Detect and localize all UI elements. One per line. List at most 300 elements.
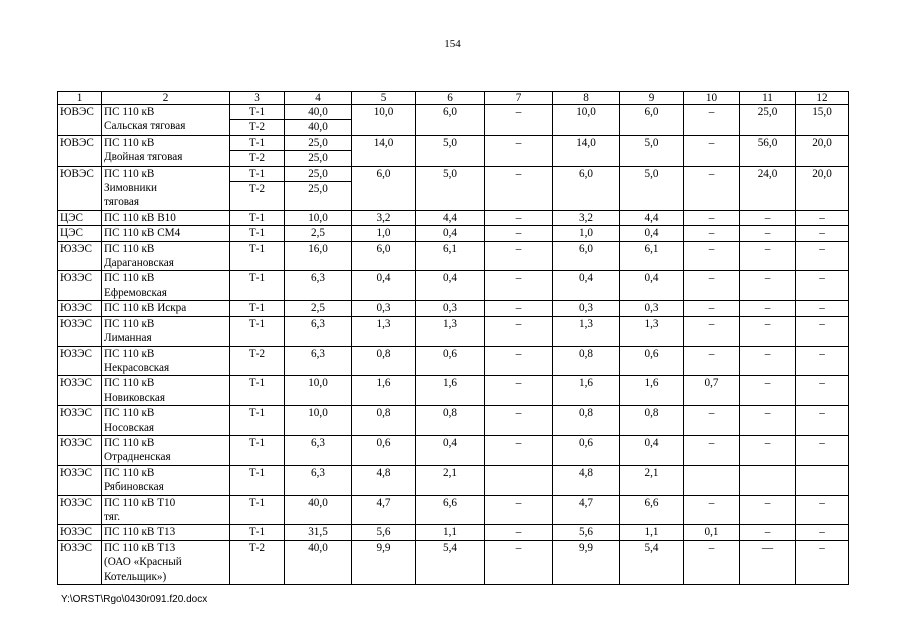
- value-cell: –: [796, 346, 849, 376]
- value-cell: [740, 465, 796, 495]
- value-cell: –: [485, 241, 553, 271]
- sub-cell-stack: [285, 105, 351, 135]
- value-cell: –: [684, 316, 740, 346]
- value-cell: –: [485, 435, 553, 465]
- value-cell: –: [684, 210, 740, 225]
- value-cell: —: [740, 540, 796, 584]
- value-cell: –: [796, 226, 849, 241]
- table-row: [58, 495, 849, 525]
- sub-cell-stack: [285, 226, 351, 240]
- sub-cell: Т-2: [248, 541, 266, 554]
- value-cell: –: [740, 226, 796, 241]
- value-cell: –: [684, 241, 740, 271]
- value-cell: –: [740, 210, 796, 225]
- value-cell: –: [796, 210, 849, 225]
- transformer-cell: [230, 105, 285, 136]
- value-cell: [796, 465, 849, 495]
- value-cell: –: [485, 406, 553, 436]
- sub-cell: Т-1: [248, 242, 266, 255]
- capacity-cell: [285, 540, 352, 584]
- value-cell: 2,1: [620, 465, 684, 495]
- column-header: 9: [620, 92, 684, 105]
- sub-cell: Т-1: [248, 106, 266, 118]
- table-row: [58, 316, 849, 346]
- transformer-cell: [230, 316, 285, 346]
- value-cell: 0,4: [416, 271, 485, 301]
- value-cell: –: [796, 435, 849, 465]
- value-cell: 6,1: [620, 241, 684, 271]
- sub-cell: 31,5: [308, 526, 328, 539]
- network-cell: ЮЗЭС: [58, 465, 102, 495]
- value-cell: –: [684, 105, 740, 136]
- sub-cell-stack: [230, 541, 284, 555]
- capacity-cell: [285, 271, 352, 301]
- value-cell: 1,0: [553, 226, 620, 241]
- network-cell: ЦЭС: [58, 226, 102, 241]
- value-cell: 10,0: [553, 105, 620, 136]
- value-cell: 0,8: [352, 406, 416, 436]
- value-cell: 0,8: [553, 406, 620, 436]
- value-cell: –: [684, 301, 740, 316]
- value-cell: 0,3: [620, 301, 684, 316]
- value-cell: –: [740, 301, 796, 316]
- value-cell: 0,6: [620, 346, 684, 376]
- capacity-cell: [285, 346, 352, 376]
- column-header: 3: [230, 92, 285, 105]
- value-cell: 6,0: [553, 166, 620, 210]
- value-cell: –: [485, 540, 553, 584]
- capacity-cell: [285, 226, 352, 241]
- table-row: [58, 166, 849, 210]
- value-cell: –: [796, 301, 849, 316]
- sub-cell-stack: [230, 466, 284, 480]
- network-cell: ЮВЭС: [58, 135, 102, 166]
- value-cell: 0,6: [352, 435, 416, 465]
- sub-cell-stack: [230, 347, 284, 361]
- value-cell: 10,0: [352, 105, 416, 136]
- value-cell: 1,6: [553, 376, 620, 406]
- sub-cell-stack: [230, 242, 284, 256]
- sub-cell-stack: [230, 376, 284, 390]
- value-cell: 0,3: [352, 301, 416, 316]
- sub-cell: Т-1: [248, 496, 266, 509]
- substation-name-cell: ПС 110 кВ СМ4: [102, 226, 230, 241]
- sub-cell-stack: [285, 301, 351, 315]
- sub-cell: Т-2: [230, 150, 284, 165]
- capacity-cell: [285, 301, 352, 316]
- value-cell: –: [684, 540, 740, 584]
- transformer-cell: [230, 376, 285, 406]
- value-cell: 6,0: [352, 166, 416, 210]
- network-cell: ЮВЭС: [58, 166, 102, 210]
- network-cell: ЮЗЭС: [58, 495, 102, 525]
- column-header: 11: [740, 92, 796, 105]
- sub-cell: 10,0: [308, 377, 328, 390]
- transformer-cell: [230, 495, 285, 525]
- value-cell: –: [485, 226, 553, 241]
- value-cell: 6,0: [620, 105, 684, 136]
- value-cell: 5,4: [620, 540, 684, 584]
- sub-cell-stack: [285, 347, 351, 361]
- sub-cell-stack: [230, 167, 284, 197]
- column-header: 8: [553, 92, 620, 105]
- sub-cell-stack: [230, 436, 284, 450]
- sub-cell: 40,0: [308, 106, 328, 118]
- table-header-row: [58, 92, 849, 105]
- sub-cell-stack: [285, 541, 351, 555]
- sub-cell: Т-1: [248, 272, 266, 285]
- value-cell: 15,0: [796, 105, 849, 136]
- value-cell: –: [796, 316, 849, 346]
- sub-cell-stack: [230, 525, 284, 539]
- value-cell: –: [796, 540, 849, 584]
- capacity-cell: [285, 210, 352, 225]
- transformer-cell: [230, 210, 285, 225]
- substation-name-cell: ПС 110 кВ Двойная тяговая: [102, 135, 230, 166]
- transformer-cell: [230, 301, 285, 316]
- value-cell: 24,0: [740, 166, 796, 210]
- substation-name-cell: ПС 110 кВ Лиманная: [102, 316, 230, 346]
- network-cell: ЮВЭС: [58, 105, 102, 136]
- network-cell: ЮЗЭС: [58, 241, 102, 271]
- value-cell: –: [740, 376, 796, 406]
- sub-cell: 10,0: [308, 211, 328, 224]
- value-cell: 0,8: [620, 406, 684, 436]
- value-cell: 14,0: [553, 135, 620, 166]
- substation-name-cell: ПС 110 кВ Носовская: [102, 406, 230, 436]
- sub-cell-stack: [230, 136, 284, 166]
- value-cell: 56,0: [740, 135, 796, 166]
- value-cell: 0,8: [553, 346, 620, 376]
- value-cell: 1,6: [620, 376, 684, 406]
- sub-cell: 6,3: [311, 317, 325, 330]
- value-cell: –: [684, 166, 740, 210]
- value-cell: –: [796, 525, 849, 540]
- value-cell: –: [796, 241, 849, 271]
- data-table: [57, 91, 849, 585]
- substation-name-cell: ПС 110 кВ Сальская тяговая: [102, 105, 230, 136]
- table-row: [58, 435, 849, 465]
- sub-cell: 2,5: [311, 227, 325, 240]
- value-cell: 0,4: [416, 226, 485, 241]
- value-cell: 5,0: [620, 135, 684, 166]
- sub-cell-stack: [230, 496, 284, 510]
- transformer-cell: [230, 135, 285, 166]
- substation-name-cell: ПС 110 кВ Отрадненская: [102, 435, 230, 465]
- capacity-cell: [285, 241, 352, 271]
- capacity-cell: [285, 316, 352, 346]
- sub-cell: 40,0: [308, 496, 328, 509]
- sub-cell: 2,5: [311, 302, 325, 315]
- value-cell: 1,3: [620, 316, 684, 346]
- sub-cell: Т-1: [248, 136, 266, 149]
- sub-cell: 6,3: [311, 436, 325, 449]
- value-cell: 0,4: [352, 271, 416, 301]
- column-header: 10: [684, 92, 740, 105]
- transformer-cell: [230, 435, 285, 465]
- transformer-cell: [230, 465, 285, 495]
- table-row: [58, 301, 849, 316]
- sub-cell: 25,0: [285, 150, 351, 165]
- sub-cell: Т-1: [248, 436, 266, 449]
- sub-cell-stack: [285, 317, 351, 331]
- table-row: [58, 525, 849, 540]
- transformer-cell: [230, 226, 285, 241]
- value-cell: –: [485, 316, 553, 346]
- value-cell: –: [485, 105, 553, 136]
- value-cell: 1,3: [416, 316, 485, 346]
- value-cell: 5,6: [352, 525, 416, 540]
- sub-cell: Т-1: [248, 377, 266, 390]
- value-cell: 0,8: [352, 346, 416, 376]
- transformer-cell: [230, 540, 285, 584]
- value-cell: 0,4: [416, 435, 485, 465]
- value-cell: –: [796, 406, 849, 436]
- sub-cell: Т-1: [248, 466, 266, 479]
- network-cell: ЮЗЭС: [58, 346, 102, 376]
- value-cell: –: [740, 241, 796, 271]
- value-cell: –: [485, 346, 553, 376]
- value-cell: 2,1: [416, 465, 485, 495]
- value-cell: 6,6: [620, 495, 684, 525]
- value-cell: –: [485, 376, 553, 406]
- sub-cell: 25,0: [308, 167, 328, 180]
- sub-cell: Т-2: [248, 347, 266, 360]
- table-row: [58, 465, 849, 495]
- table-row: [58, 376, 849, 406]
- capacity-cell: [285, 166, 352, 210]
- network-cell: ЮЗЭС: [58, 525, 102, 540]
- table-row: [58, 210, 849, 225]
- sub-cell: Т-1: [248, 167, 266, 180]
- capacity-cell: [285, 525, 352, 540]
- sub-cell-stack: [285, 406, 351, 420]
- value-cell: 6,0: [416, 105, 485, 136]
- substation-name-cell: ПС 110 кВ Дарагановская: [102, 241, 230, 271]
- column-header: 2: [102, 92, 230, 105]
- sub-cell: Т-1: [248, 227, 266, 240]
- transformer-cell: [230, 271, 285, 301]
- substation-name-cell: ПС 110 кВ Зимовники тяговая: [102, 166, 230, 210]
- sub-cell: 16,0: [308, 242, 328, 255]
- sub-cell-stack: [285, 242, 351, 256]
- value-cell: –: [485, 495, 553, 525]
- column-header: 12: [796, 92, 849, 105]
- value-cell: –: [740, 271, 796, 301]
- value-cell: 5,0: [416, 135, 485, 166]
- value-cell: 1,3: [352, 316, 416, 346]
- column-header: 1: [58, 92, 102, 105]
- value-cell: –: [740, 346, 796, 376]
- sub-cell-stack: [230, 406, 284, 420]
- value-cell: 1,3: [553, 316, 620, 346]
- sub-cell-stack: [230, 226, 284, 240]
- table-row: [58, 346, 849, 376]
- value-cell: 9,9: [553, 540, 620, 584]
- transformer-cell: [230, 525, 285, 540]
- sub-cell-stack: [285, 136, 351, 166]
- capacity-cell: [285, 495, 352, 525]
- table-row: [58, 406, 849, 436]
- value-cell: 0,6: [416, 346, 485, 376]
- network-cell: ЮЗЭС: [58, 376, 102, 406]
- sub-cell: Т-1: [248, 407, 266, 420]
- sub-cell: 40,0: [285, 119, 351, 134]
- sub-cell: Т-2: [230, 119, 284, 134]
- sub-cell-stack: [285, 211, 351, 225]
- value-cell: 20,0: [796, 166, 849, 210]
- page-number: 154: [444, 38, 461, 50]
- value-cell: 1,1: [620, 525, 684, 540]
- value-cell: –: [684, 406, 740, 436]
- sub-cell: 6,3: [311, 347, 325, 360]
- value-cell: –: [485, 166, 553, 210]
- capacity-cell: [285, 376, 352, 406]
- sub-cell-stack: [285, 376, 351, 390]
- sub-cell: 25,0: [285, 181, 351, 196]
- network-cell: ЮЗЭС: [58, 271, 102, 301]
- value-cell: –: [684, 271, 740, 301]
- value-cell: –: [684, 495, 740, 525]
- value-cell: –: [740, 435, 796, 465]
- value-cell: 0,4: [620, 226, 684, 241]
- value-cell: 9,9: [352, 540, 416, 584]
- value-cell: 4,4: [620, 210, 684, 225]
- value-cell: 5,4: [416, 540, 485, 584]
- capacity-cell: [285, 465, 352, 495]
- value-cell: –: [485, 525, 553, 540]
- sub-cell: 10,0: [308, 407, 328, 420]
- sub-cell: 6,3: [311, 272, 325, 285]
- network-cell: ЮЗЭС: [58, 435, 102, 465]
- network-cell: ЦЭС: [58, 210, 102, 225]
- value-cell: 6,0: [352, 241, 416, 271]
- value-cell: 0,3: [416, 301, 485, 316]
- capacity-cell: [285, 105, 352, 136]
- value-cell: 3,2: [553, 210, 620, 225]
- substation-name-cell: ПС 110 кВ Некрасовская: [102, 346, 230, 376]
- sub-cell-stack: [285, 271, 351, 285]
- value-cell: –: [485, 135, 553, 166]
- substation-name-cell: ПС 110 кВ Новиковская: [102, 376, 230, 406]
- table-row: [58, 540, 849, 584]
- value-cell: 0,3: [553, 301, 620, 316]
- value-cell: –: [796, 495, 849, 525]
- value-cell: 5,6: [553, 525, 620, 540]
- value-cell: 4,4: [416, 210, 485, 225]
- substation-name-cell: ПС 110 кВ В10: [102, 210, 230, 225]
- transformer-cell: [230, 166, 285, 210]
- value-cell: –: [684, 346, 740, 376]
- sub-cell-stack: [285, 167, 351, 197]
- substation-name-cell: ПС 110 кВ Ефремовская: [102, 271, 230, 301]
- value-cell: 6,6: [416, 495, 485, 525]
- sub-cell-stack: [285, 466, 351, 480]
- capacity-cell: [285, 435, 352, 465]
- value-cell: 0,4: [553, 271, 620, 301]
- value-cell: 5,0: [620, 166, 684, 210]
- table-row: [58, 105, 849, 136]
- sub-cell-stack: [230, 105, 284, 135]
- transformer-cell: [230, 406, 285, 436]
- capacity-cell: [285, 406, 352, 436]
- sub-cell: Т-1: [248, 211, 266, 224]
- value-cell: [485, 465, 553, 495]
- sub-cell-stack: [230, 271, 284, 285]
- value-cell: –: [796, 271, 849, 301]
- substation-name-cell: ПС 110 кВ Искра: [102, 301, 230, 316]
- sub-cell-stack: [230, 211, 284, 225]
- column-header: 6: [416, 92, 485, 105]
- sub-cell-stack: [285, 525, 351, 539]
- table-row: [58, 226, 849, 241]
- sub-cell-stack: [230, 317, 284, 331]
- network-cell: ЮЗЭС: [58, 540, 102, 584]
- sub-cell: 40,0: [308, 541, 328, 554]
- value-cell: 4,7: [553, 495, 620, 525]
- value-cell: 0,4: [620, 435, 684, 465]
- sub-cell: Т-1: [248, 302, 266, 315]
- value-cell: –: [684, 435, 740, 465]
- value-cell: –: [740, 525, 796, 540]
- value-cell: 6,1: [416, 241, 485, 271]
- sub-cell-stack: [230, 301, 284, 315]
- value-cell: 1,0: [352, 226, 416, 241]
- value-cell: 4,8: [352, 465, 416, 495]
- value-cell: 0,1: [684, 525, 740, 540]
- sub-cell-stack: [285, 436, 351, 450]
- value-cell: 1,6: [416, 376, 485, 406]
- table-row: [58, 135, 849, 166]
- sub-cell: Т-1: [248, 526, 266, 539]
- network-cell: ЮЗЭС: [58, 406, 102, 436]
- value-cell: 1,6: [352, 376, 416, 406]
- value-cell: 0,7: [684, 376, 740, 406]
- substation-name-cell: ПС 110 кВ Т10 тяг.: [102, 495, 230, 525]
- value-cell: –: [684, 135, 740, 166]
- value-cell: 0,8: [416, 406, 485, 436]
- value-cell: 20,0: [796, 135, 849, 166]
- capacity-cell: [285, 135, 352, 166]
- value-cell: 1,1: [416, 525, 485, 540]
- value-cell: 25,0: [740, 105, 796, 136]
- value-cell: 14,0: [352, 135, 416, 166]
- sub-cell: Т-1: [248, 317, 266, 330]
- substation-name-cell: ПС 110 кВ Т13: [102, 525, 230, 540]
- sub-cell: 25,0: [308, 136, 328, 149]
- value-cell: –: [740, 495, 796, 525]
- sub-cell: 6,3: [311, 466, 325, 479]
- value-cell: 4,7: [352, 495, 416, 525]
- value-cell: –: [740, 316, 796, 346]
- network-cell: ЮЗЭС: [58, 316, 102, 346]
- network-cell: ЮЗЭС: [58, 301, 102, 316]
- value-cell: –: [485, 210, 553, 225]
- substation-name-cell: ПС 110 кВ Рябиновская: [102, 465, 230, 495]
- value-cell: –: [740, 406, 796, 436]
- column-header: 5: [352, 92, 416, 105]
- table-row: [58, 241, 849, 271]
- value-cell: 0,6: [553, 435, 620, 465]
- value-cell: –: [684, 226, 740, 241]
- transformer-cell: [230, 241, 285, 271]
- value-cell: 3,2: [352, 210, 416, 225]
- sub-cell: Т-2: [230, 181, 284, 196]
- value-cell: –: [485, 301, 553, 316]
- value-cell: –: [796, 376, 849, 406]
- value-cell: [684, 465, 740, 495]
- column-header: 7: [485, 92, 553, 105]
